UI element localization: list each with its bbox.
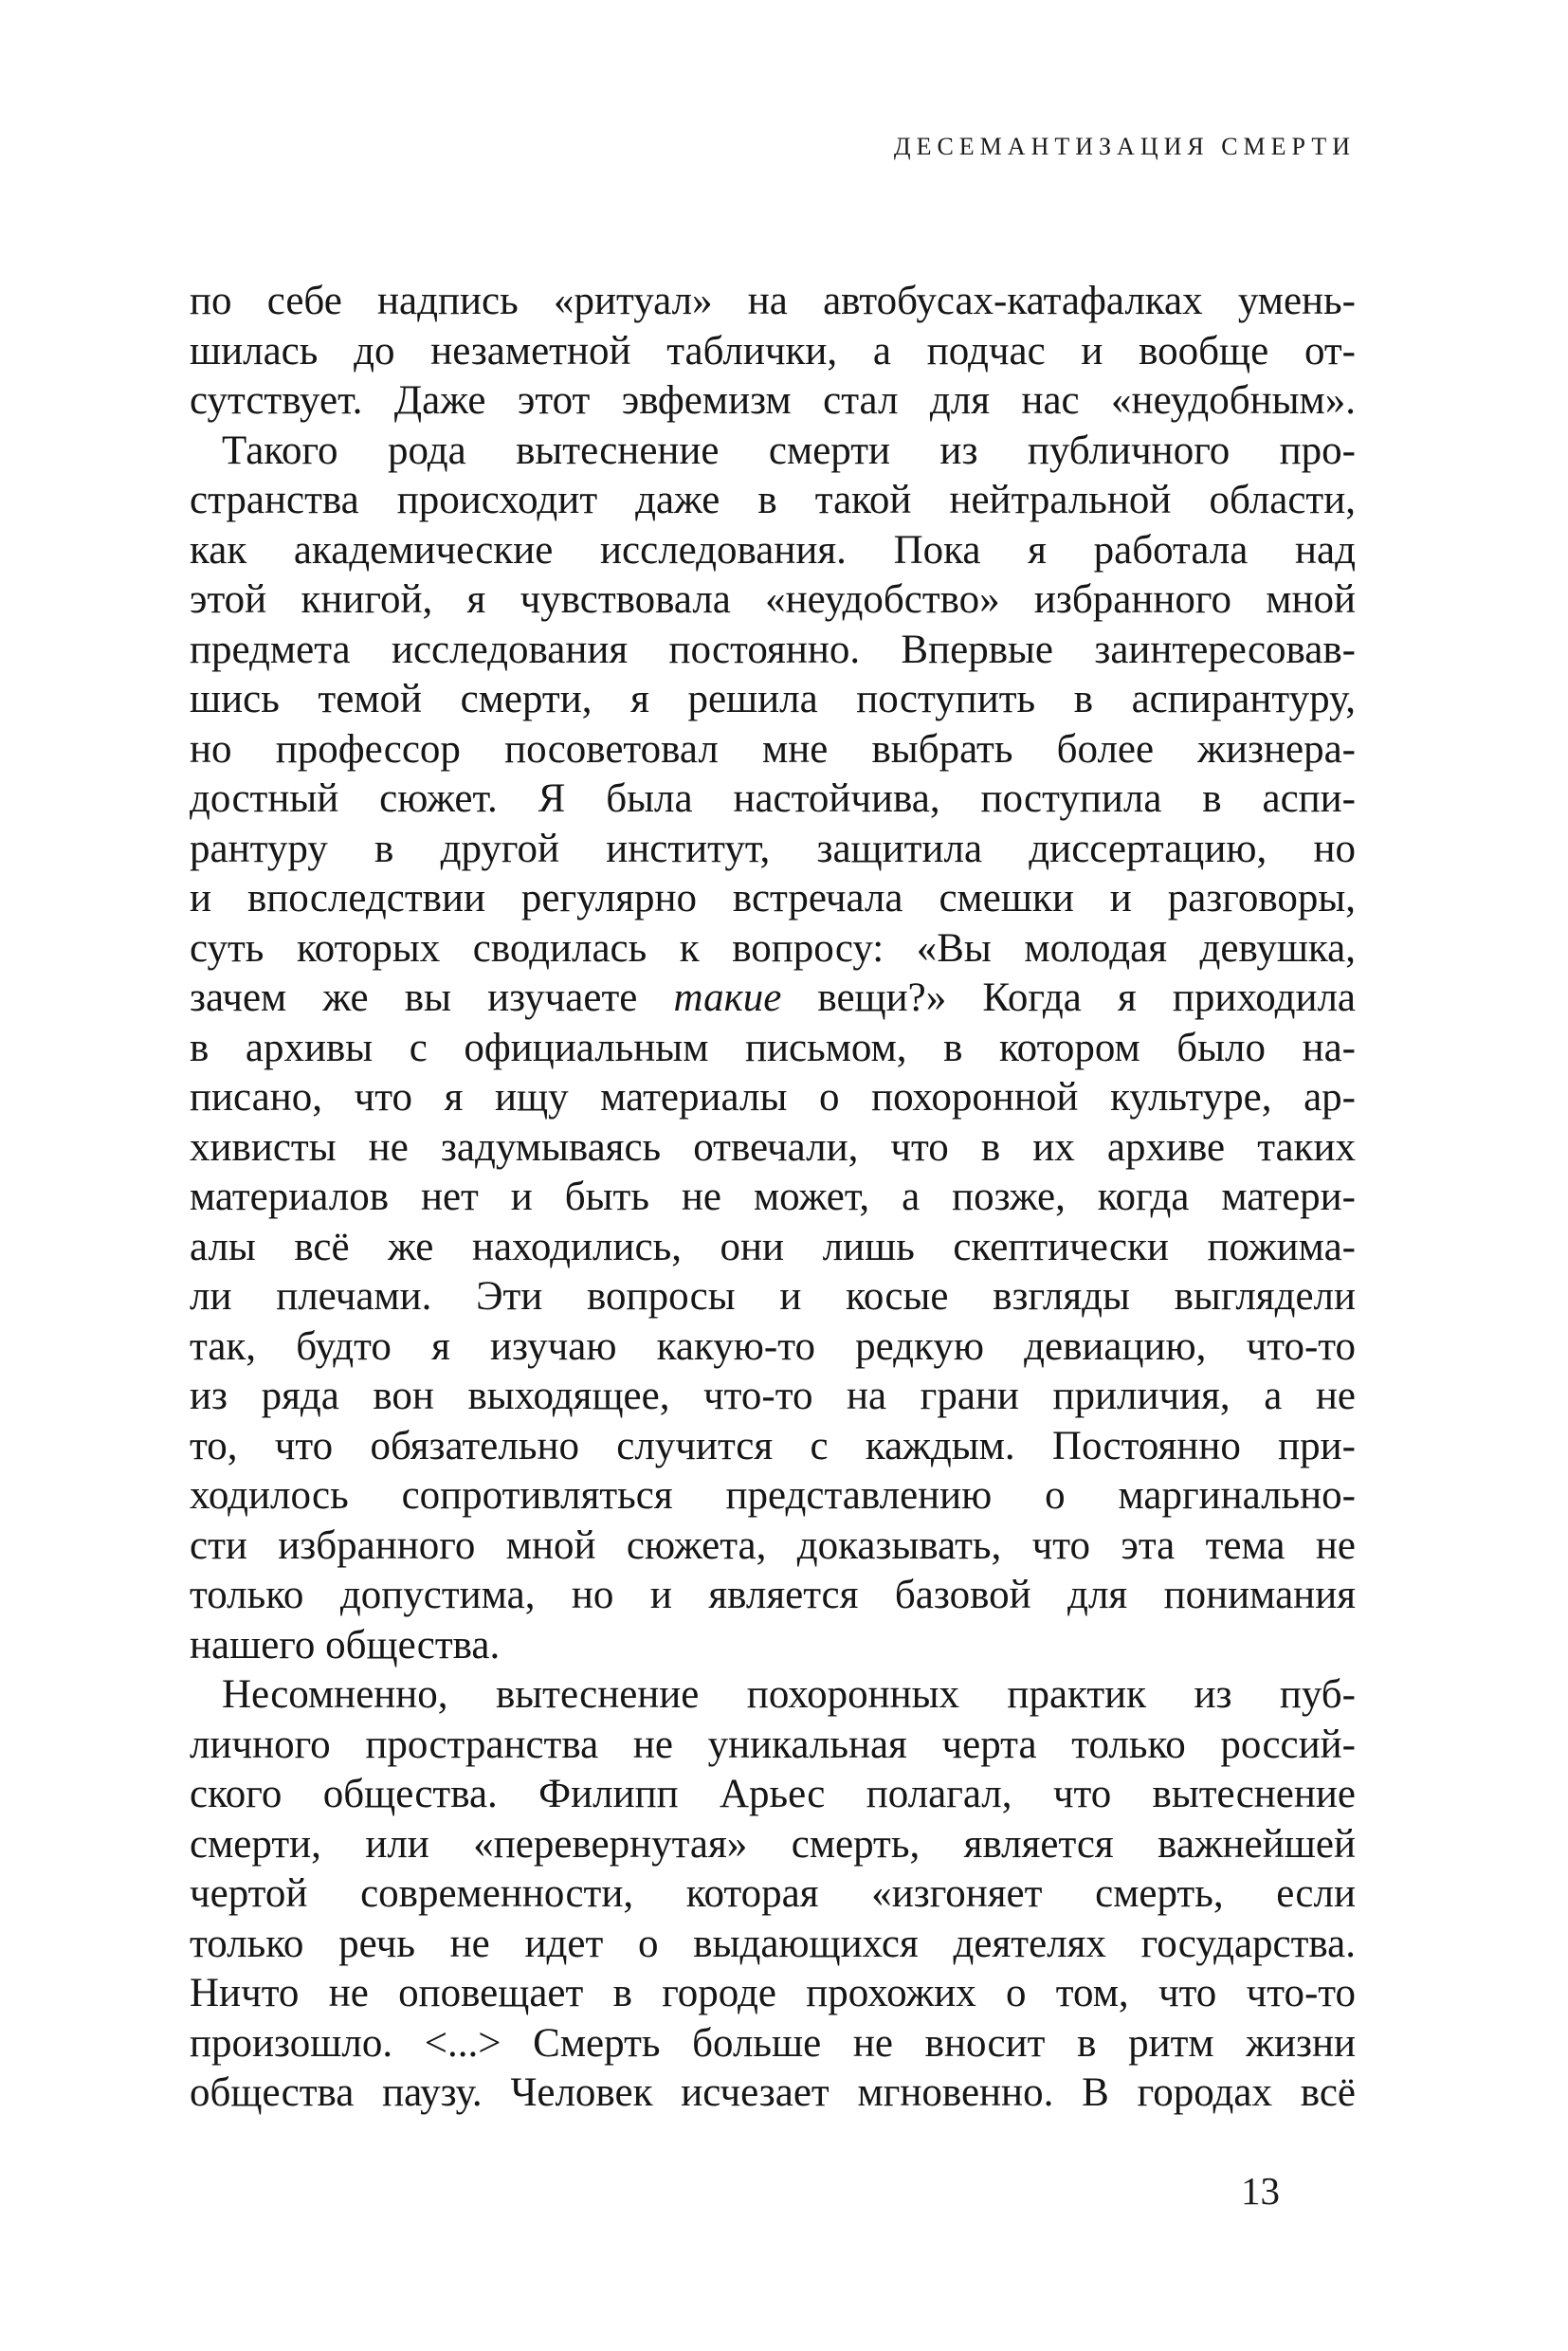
text-segment: хивисты не задумываясь отвечали, что в их архиве таких xyxy=(190,1124,1356,1170)
text-line xyxy=(190,1322,1356,1373)
text-line xyxy=(190,2019,1356,2069)
italic-text-segment: такие xyxy=(673,975,782,1020)
text-line xyxy=(190,1721,1356,1771)
text-segment: в архивы с официальным письмом, в котором было на- xyxy=(190,1025,1356,1070)
text-line xyxy=(190,526,1356,576)
text-segment: ли плечами. Эти вопросы и косые взгляды выглядели xyxy=(190,1274,1356,1319)
text-segment: но профессор посоветовал мне выбрать более жизнера- xyxy=(190,726,1356,772)
text-segment: так, будто я изучаю какую-то редкую девиацию, что-то xyxy=(190,1323,1356,1369)
text-segment: Ничто не оповещает в городе прохожих о том, что что-то xyxy=(190,1971,1356,2015)
text-line xyxy=(190,1969,1356,2019)
text-segment: рантуру в другой институт, защитила диссертацию, но xyxy=(190,826,1356,871)
text-segment: алы всё же находились, они лишь скептически пожима- xyxy=(190,1224,1356,1269)
text-segment: ского общества. Филипп Арьес полагал, что вытеснение xyxy=(190,1772,1356,1816)
running-header: ДЕСЕМАНТИЗАЦИЯ СМЕРТИ xyxy=(893,133,1356,160)
text-segment: суть которых сводилась к вопросу: «Вы молодая девушка, xyxy=(190,925,1356,971)
text-segment: то, что обязательно случится с каждым. Постоянно при- xyxy=(190,1423,1356,1468)
text-line xyxy=(190,1471,1356,1522)
text-segment: только речь не идет о выдающихся деятелях государства. xyxy=(190,1921,1356,1966)
text-line xyxy=(190,675,1356,725)
text-line xyxy=(190,277,1356,327)
text-line xyxy=(190,1223,1356,1273)
text-segment: этой книгой, я чувствовала «неудобство» избранного мной xyxy=(190,577,1356,622)
text-line xyxy=(190,874,1356,924)
text-line xyxy=(190,1422,1356,1472)
text-segment: личного пространства не уникальная черта только россий- xyxy=(190,1722,1356,1767)
text-line xyxy=(190,1073,1356,1123)
text-segment: смерти, или «перевернутая» смерть, является важнейшей xyxy=(190,1821,1356,1867)
text-line xyxy=(190,476,1356,526)
text-line xyxy=(190,427,1356,477)
text-line xyxy=(190,1272,1356,1322)
text-line xyxy=(190,626,1356,676)
text-line xyxy=(190,1869,1356,1920)
text-segment: писано, что я ищу материалы о похоронной культуре, ар- xyxy=(190,1075,1356,1120)
text-line xyxy=(190,1820,1356,1870)
text-line xyxy=(190,825,1356,875)
text-line xyxy=(190,1920,1356,1970)
text-line xyxy=(190,1024,1356,1074)
text-line xyxy=(190,725,1356,775)
text-segment: из ряда вон выходящее, что-то на грани приличия, а не xyxy=(190,1374,1356,1418)
text-line xyxy=(190,1670,1356,1721)
text-line xyxy=(190,2069,1356,2119)
text-line xyxy=(190,1571,1356,1621)
text-line xyxy=(190,327,1356,377)
text-line xyxy=(190,1173,1356,1223)
text-segment: общества паузу. Человек исчезает мгновенно. В городах всё xyxy=(190,2070,1356,2115)
text-segment: предмета исследования постоянно. Впервые заинтересовав- xyxy=(190,627,1356,672)
text-line xyxy=(190,1770,1356,1820)
text-line xyxy=(190,575,1356,626)
text-segment: зачем же вы изучаете xyxy=(190,975,674,1020)
text-segment: нашего общества. xyxy=(190,1622,501,1668)
page-number: 13 xyxy=(1241,2169,1280,2213)
text-segment: материалов нет и быть не может, а позже, когда матери- xyxy=(190,1175,1356,1219)
text-segment: Несомненно, вытеснение похоронных практик из пуб- xyxy=(222,1672,1356,1717)
text-line xyxy=(190,924,1356,975)
text-segment: только допустима, но и является базовой для понимания xyxy=(190,1573,1356,1617)
text-segment: вещи?» Когда я приходила xyxy=(781,975,1357,1020)
text-segment: сти избранного мной сюжета, доказывать, что эта тема не xyxy=(190,1522,1356,1568)
text-segment: Такого рода вытеснение смерти из публичного про- xyxy=(222,428,1356,473)
text-segment: по себе надпись «ритуал» на автобусах-катафалках умень- xyxy=(190,279,1356,323)
text-line xyxy=(190,1372,1356,1422)
text-segment: произошло. <...> Смерть больше не вносит в ритм жизни xyxy=(190,2020,1356,2066)
text-segment: чертой современности, которая «изгоняет смерть, если xyxy=(190,1871,1356,1916)
text-line xyxy=(190,775,1356,825)
text-line xyxy=(190,1522,1356,1572)
text-line xyxy=(190,1123,1356,1174)
text-segment: странства происходит даже в такой нейтральной области, xyxy=(190,478,1356,522)
text-segment: сутствует. Даже этот эвфемизм стал для нас «неудобным». xyxy=(190,378,1356,423)
text-segment: как академические исследования. Пока я работала над xyxy=(190,527,1356,573)
text-line xyxy=(190,376,1356,427)
text-segment: шилась до незаметной таблички, а подчас и вообще от- xyxy=(190,328,1356,374)
text-segment: достный сюжет. Я была настойчива, поступила в аспи- xyxy=(190,776,1356,821)
text-line xyxy=(190,1621,1356,1671)
text-segment: и впоследствии регулярно встречала смешки и разговоры, xyxy=(190,876,1356,920)
text-line xyxy=(190,974,1356,1024)
body-text-block xyxy=(190,277,1356,2119)
text-segment: ходилось сопротивляться представлению о маргинально- xyxy=(190,1473,1356,1518)
text-segment: шись темой смерти, я решила поступить в аспирантуру, xyxy=(190,677,1356,721)
